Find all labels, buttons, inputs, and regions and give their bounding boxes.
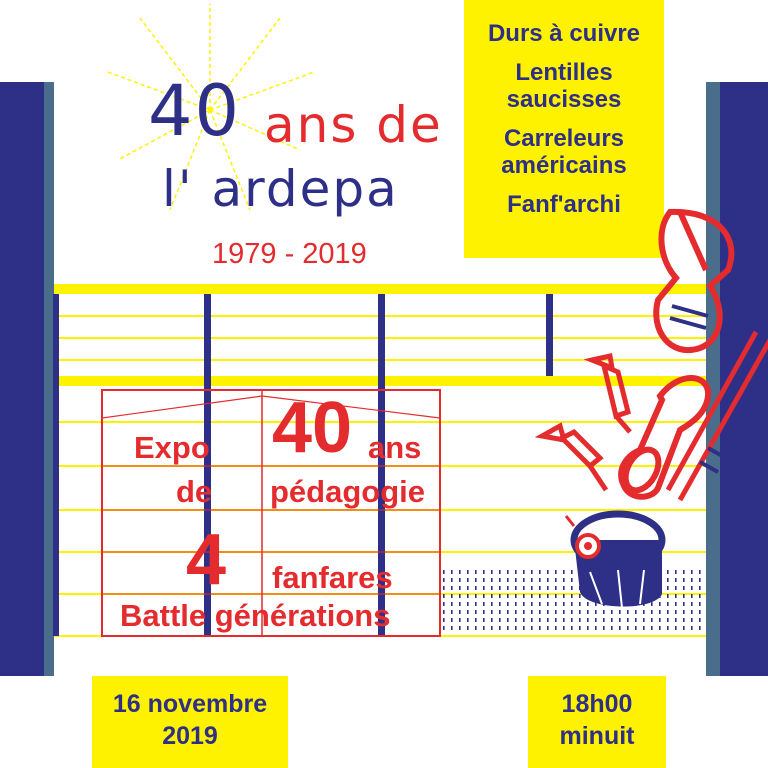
- band-item: Carreleurs américains: [501, 125, 627, 179]
- title-line-1: [264, 96, 443, 154]
- band-item: Durs à cuivre: [487, 20, 641, 47]
- title-words-line1: ans de: [264, 96, 443, 154]
- expo-de: de: [176, 474, 213, 509]
- date-line-2: 2019: [162, 722, 218, 750]
- years-range: 1979 - 2019: [212, 238, 367, 270]
- date-line-1: 16 novembre: [112, 690, 268, 718]
- title-number-text: 40: [148, 70, 242, 152]
- title-words-line2: l' ardepa: [162, 160, 399, 218]
- band-item: Lentilles saucisses: [506, 59, 622, 113]
- date-box: [92, 676, 288, 768]
- expo-pedagogie: pédagogie: [270, 474, 426, 509]
- title-line-2: [162, 160, 399, 218]
- expo-forty: 40: [272, 388, 353, 468]
- expo-battle: Battle générations: [120, 598, 391, 633]
- time-line-1: 18h00: [561, 690, 633, 718]
- time-box: [528, 676, 666, 768]
- title-number: [148, 70, 241, 152]
- expo-ans: ans: [368, 430, 422, 465]
- band-item: Fanf'archi: [507, 191, 621, 218]
- brass-instruments-illustration: [530, 200, 768, 620]
- time-line-2: minuit: [559, 722, 635, 750]
- expo-label: Expo: [134, 430, 210, 465]
- expo-fanfares: fanfares: [272, 560, 393, 595]
- expo-four: 4: [186, 520, 227, 600]
